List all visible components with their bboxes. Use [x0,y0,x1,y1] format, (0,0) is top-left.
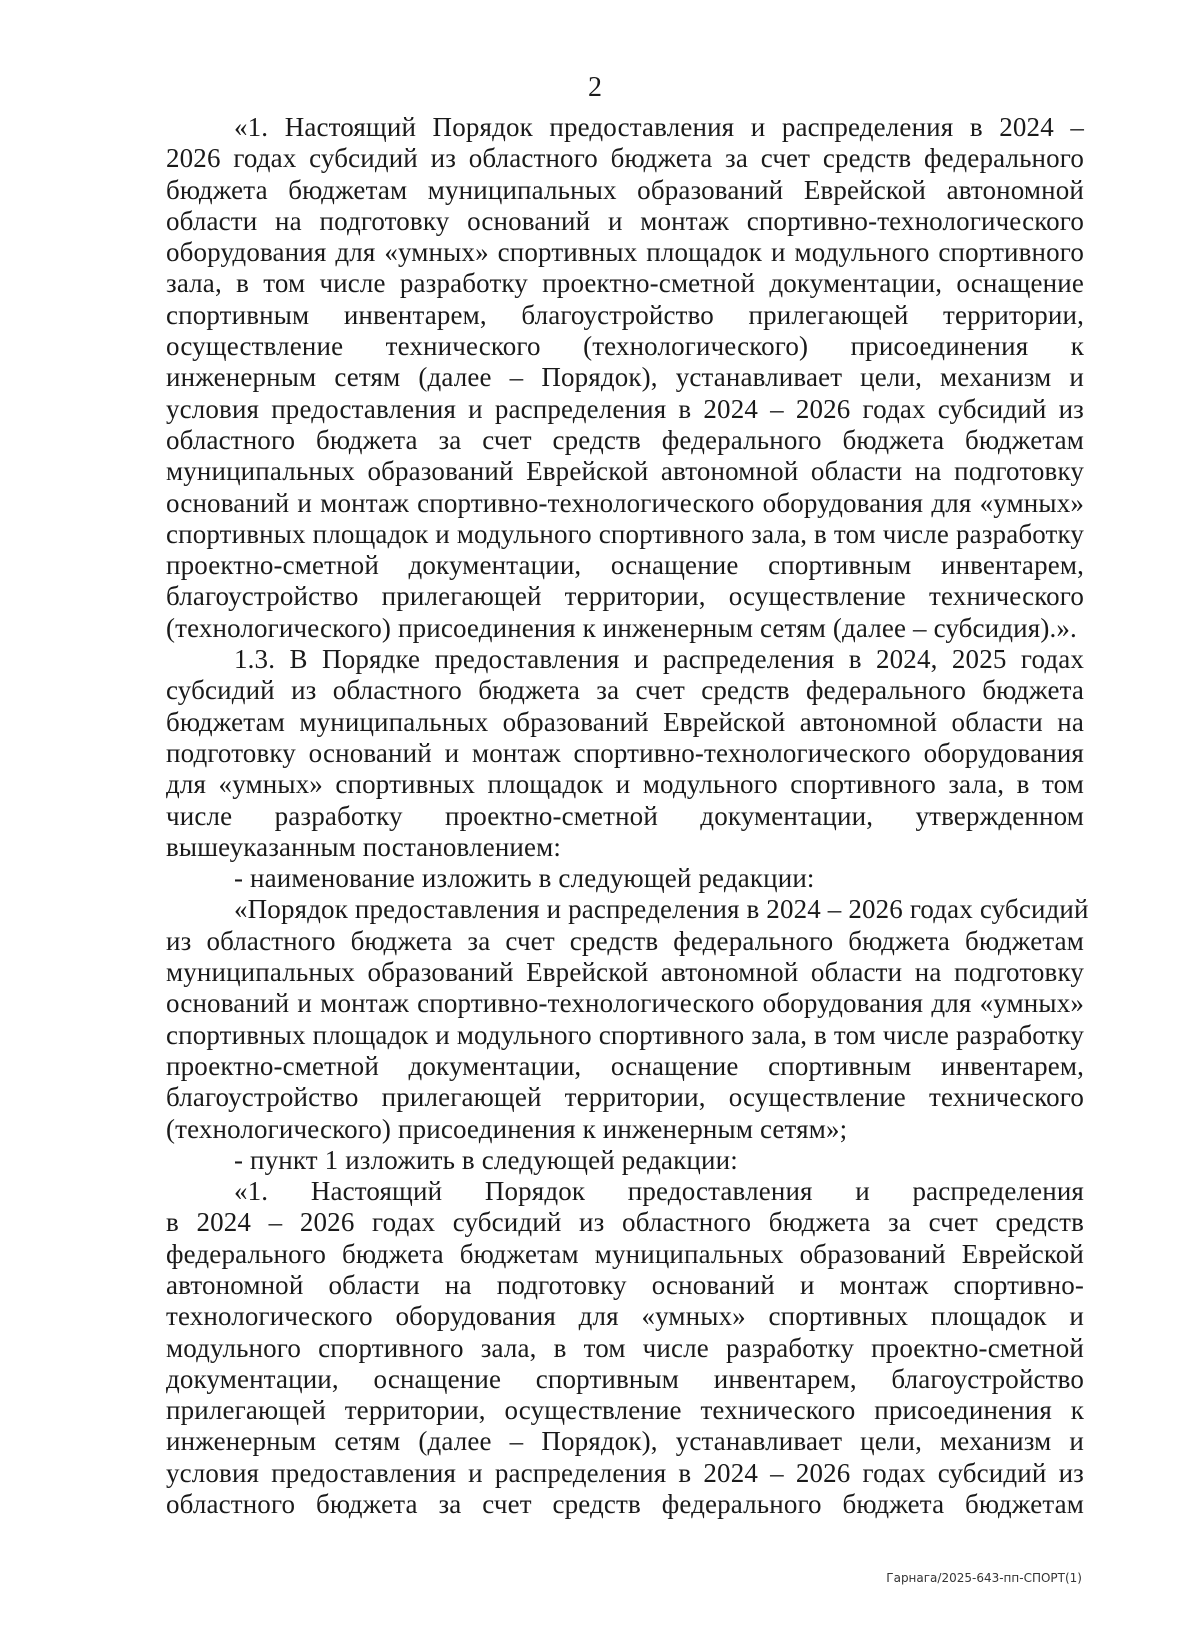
text-line: проектно-сметной документации, оснащение спортивным инвентарем, [166,550,1084,581]
text-line: оснований и монтаж спортивно-технологического оборудования для «умных» [166,988,1084,1019]
text-line: оборудования для «умных» спортивных площадок и модульного спортивного [166,237,1084,268]
text-line: бюджетам муниципальных образований Еврейской автономной области на [166,706,1084,737]
text-line: (технологического) присоединения к инженерным сетям»; [166,1113,848,1144]
text-line: числе разработку проектно-сметной документации, утвержденном [166,800,1084,831]
text-line: федерального бюджета бюджетам муниципальных образований Еврейской [166,1238,1084,1269]
page-number: 2 [588,72,602,103]
text-line: условия предоставления и распределения в 2024 – 2026 годах субсидий из [166,1457,1084,1488]
text-line: областного бюджета за счет средств федерального бюджета бюджетам [166,1489,1084,1520]
text-line: автономной области на подготовку оснований и монтаж спортивно- [166,1269,1084,1300]
text-line: инженерным сетям (далее – Порядок), устанавливает цели, механизм и [166,1426,1084,1457]
text-line: для «умных» спортивных площадок и модульного спортивного зала, в том [166,769,1084,800]
text-line: муниципальных образований Еврейской автономной области на подготовку [166,957,1084,988]
text-line: оснований и монтаж спортивно-технологического оборудования для «умных» [166,487,1084,518]
text-line: условия предоставления и распределения в 2024 – 2026 годах субсидий из [166,393,1084,424]
document-body [166,112,1089,1520]
text-line: прилегающей территории, осуществление технического присоединения к [166,1395,1084,1426]
text-line: спортивных площадок и модульного спортивного зала, в том числе разработку [166,518,1084,549]
text-line: документации, оснащение спортивным инвентарем, благоустройство [166,1363,1084,1394]
text-line: благоустройство прилегающей территории, осуществление технического [166,581,1084,612]
text-line: 1.3. В Порядке предоставления и распределения в 2024, 2025 годах [234,644,1084,675]
text-line: благоустройство прилегающей территории, осуществление технического [166,1082,1084,1113]
text-line: в 2024 – 2026 годах субсидий из областного бюджета за счет средств [166,1207,1084,1238]
document-footer-id: Гарнага/2025-643-пп-СПОРТ(1) [886,1571,1082,1585]
text-line: инженерным сетям (далее – Порядок), устанавливает цели, механизм и [166,362,1084,393]
text-line: подготовку оснований и монтаж спортивно-технологического оборудования [166,737,1084,768]
text-line: 2026 годах субсидий из областного бюджета за счет средств федерального [166,143,1084,174]
text-line: - пункт 1 изложить в следующей редакции: [234,1144,738,1175]
text-line: спортивным инвентарем, благоустройство прилегающей территории, [166,299,1084,330]
text-line: вышеуказанным постановлением: [166,831,562,862]
text-line: зала, в том числе разработку проектно-сметной документации, оснащение [166,268,1084,299]
text-line: муниципальных образований Еврейской автономной области на подготовку [166,456,1084,487]
text-line: «Порядок предоставления и распределения в 2024 – 2026 годах субсидий [234,894,1089,925]
text-line: области на подготовку оснований и монтаж спортивно-технологического [166,205,1084,236]
text-line: (технологического) присоединения к инженерным сетям (далее – субсидия).». [166,612,1077,643]
text-line: модульного спортивного зала, в том числе разработку проектно-сметной [166,1332,1084,1363]
text-line: «1. Настоящий Порядок предоставления и распределения [234,1176,1084,1207]
text-line: бюджета бюджетам муниципальных образований Еврейской автономной [166,174,1084,205]
text-line: технологического оборудования для «умных» спортивных площадок и [166,1301,1084,1332]
text-line: «1. Настоящий Порядок предоставления и распределения в 2024 – [234,112,1084,142]
text-line: субсидий из областного бюджета за счет средств федерального бюджета [166,675,1084,706]
text-line: - наименование изложить в следующей редакции: [234,863,815,894]
text-line: областного бюджета за счет средств федерального бюджета бюджетам [166,424,1084,455]
text-line: осуществление технического (технологического) присоединения к [166,331,1084,362]
text-line: проектно-сметной документации, оснащение спортивным инвентарем, [166,1050,1084,1081]
text-line: из областного бюджета за счет средств федерального бюджета бюджетам [166,925,1084,956]
text-line: спортивных площадок и модульного спортивного зала, в том числе разработку [166,1019,1084,1050]
